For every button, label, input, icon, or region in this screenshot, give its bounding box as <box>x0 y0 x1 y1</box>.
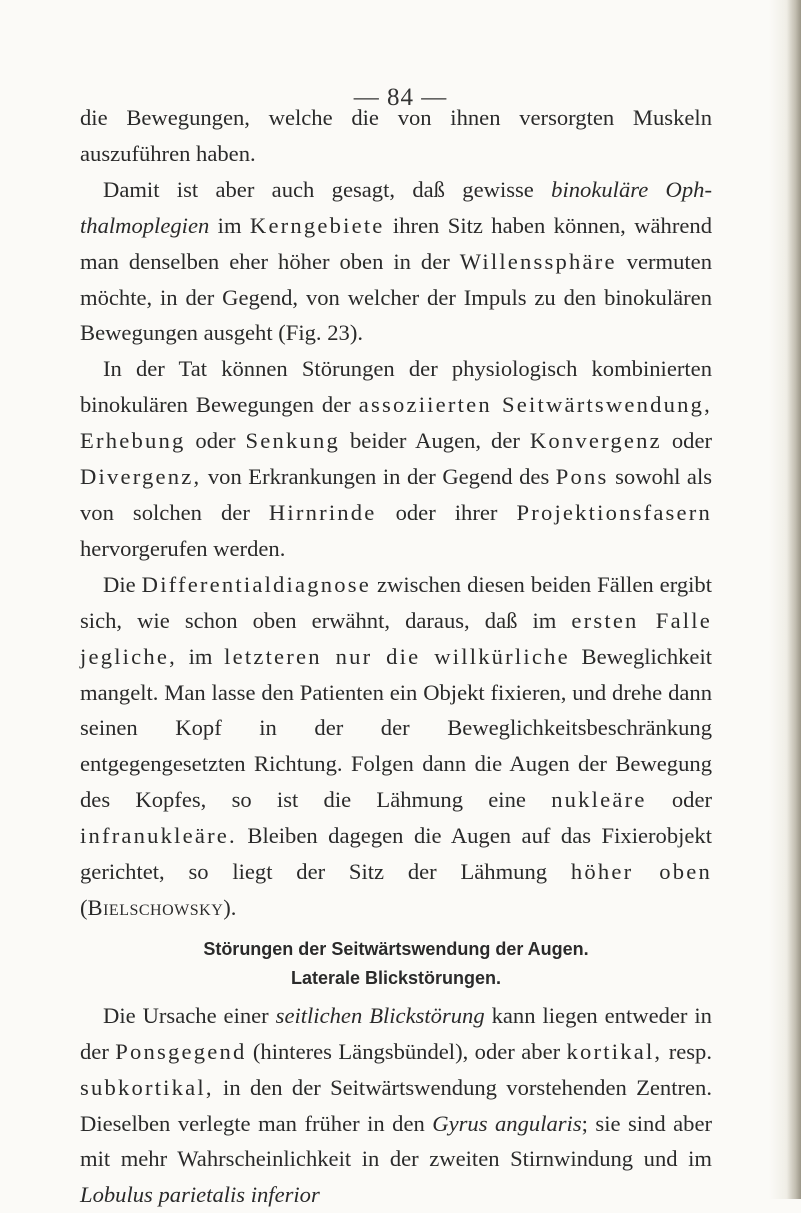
text-run: oder <box>646 787 712 813</box>
text-run: sowohl als von solchen der <box>80 464 713 525</box>
paragraph-3 <box>80 351 712 566</box>
spaced-term: Projektionsfasern <box>516 499 712 525</box>
text-run: im <box>176 643 225 669</box>
spaced-term: Hirnrinde <box>268 499 377 525</box>
italic-term: binokuläre Ophthalmoplegien <box>80 176 712 238</box>
author-name: Bielschowsky <box>87 894 224 920</box>
spaced-term: infranukleäre. <box>80 823 237 849</box>
spaced-term: nukleäre <box>551 787 647 813</box>
text-run: ). <box>223 894 237 920</box>
spaced-term: Kerngebiete <box>249 212 385 238</box>
spaced-term: assoziierten Seitwärtswendung, Erhebung <box>80 392 712 454</box>
spaced-term: Pons <box>555 464 609 490</box>
text-run: oder ihrer <box>376 499 517 525</box>
text-run: im <box>209 212 250 238</box>
paragraph-1 <box>80 100 712 172</box>
text-run: oder <box>185 428 246 454</box>
spaced-term: subkortikal, <box>80 1074 214 1100</box>
section-title: Störungen der Seitwärtswendung der Augen. <box>203 938 589 959</box>
text-run: ; sie sind aber mit mehr Wahrscheinlichkeit in der zweiten Stirnwindung und im <box>80 1110 713 1172</box>
spaced-term: ersten Falle jegliche, <box>80 607 712 669</box>
text-run: In der Tat können Störungen der physiologisch kombinierten binokulären Bewegungen der <box>80 356 712 418</box>
spaced-term: Konvergenz <box>529 428 662 454</box>
spaced-term: Ponsgegend <box>115 1038 247 1064</box>
spaced-term: letzteren nur die willkürliche <box>224 643 570 669</box>
text-run: Damit ist aber auch gesagt, daß gewisse <box>103 176 552 202</box>
spaced-term: kortikal, <box>566 1038 663 1064</box>
spaced-term: Willenssphäre <box>459 248 617 274</box>
text-run: resp. <box>662 1038 712 1064</box>
spaced-term: Divergenz, <box>80 464 202 490</box>
page-number: — 84 — <box>353 84 448 111</box>
text-run: Beweglichkeit mangelt. Man lasse den Patienten ein Objekt fixieren, und drehe dann seinen Kopf in der der Beweglichkeitsbeschränkung entgegengesetzten Richtung. Folgen dann die Augen der Bewegung des Kopfes, so ist die Lähmung eine <box>80 643 712 813</box>
text-run: die Bewegungen, welche die von ihnen versorgten Muskeln auszuführen haben. <box>80 105 712 166</box>
text-run: vermuten möchte, in der Gegend, von welcher der Impuls zu den binokulären Bewegungen ausgeht (Fig. 23). <box>80 248 712 346</box>
text-run: beider Augen, der <box>340 428 530 454</box>
text-run: in den der Seitwärtswendung vorstehenden Zentren. Dieselben verlegte man früher in den <box>80 1074 712 1136</box>
text-run: (hinteres Längsbündel), oder aber <box>246 1038 567 1064</box>
spaced-term: höher oben <box>570 859 713 885</box>
italic-term: Lobulus parietalis inferior <box>80 1182 320 1208</box>
italic-term: seitlichen Blickstörung <box>275 1002 485 1028</box>
text-run: von Erkrankungen in der Gegend des <box>201 464 556 490</box>
paragraph-5 <box>80 998 712 1213</box>
spaced-term: Differentialdiagnose <box>141 571 371 597</box>
text-run: Die Ursache einer <box>103 1002 276 1028</box>
italic-term: Gyrus angularis <box>432 1110 582 1136</box>
section-subtitle: Laterale Blickstörungen. <box>290 967 502 988</box>
text-run: Die <box>103 571 142 597</box>
text-run: Bleiben dagegen die Augen auf das Fixierobjekt gerichtet, so liegt der Sitz der Lähmung <box>80 823 712 885</box>
paragraph-2 <box>80 172 712 352</box>
text-run: ihren Sitz haben können, während man denselben eher höher oben in der <box>80 212 712 274</box>
text-run: ( <box>80 894 88 920</box>
page-edge-shadow <box>787 0 801 1199</box>
text-run: oder <box>661 428 712 454</box>
text-run: hervorgerufen werden. <box>80 535 286 561</box>
body-text <box>80 100 712 1213</box>
spaced-term: Senkung <box>245 428 341 454</box>
section-heading <box>80 935 712 993</box>
text-run: zwischen diesen beiden Fällen ergibt sich, wie schon oben erwähnt, daraus, daß im <box>80 571 712 633</box>
text-run: kann liegen entweder in der <box>80 1002 712 1064</box>
paragraph-4 <box>80 567 712 926</box>
